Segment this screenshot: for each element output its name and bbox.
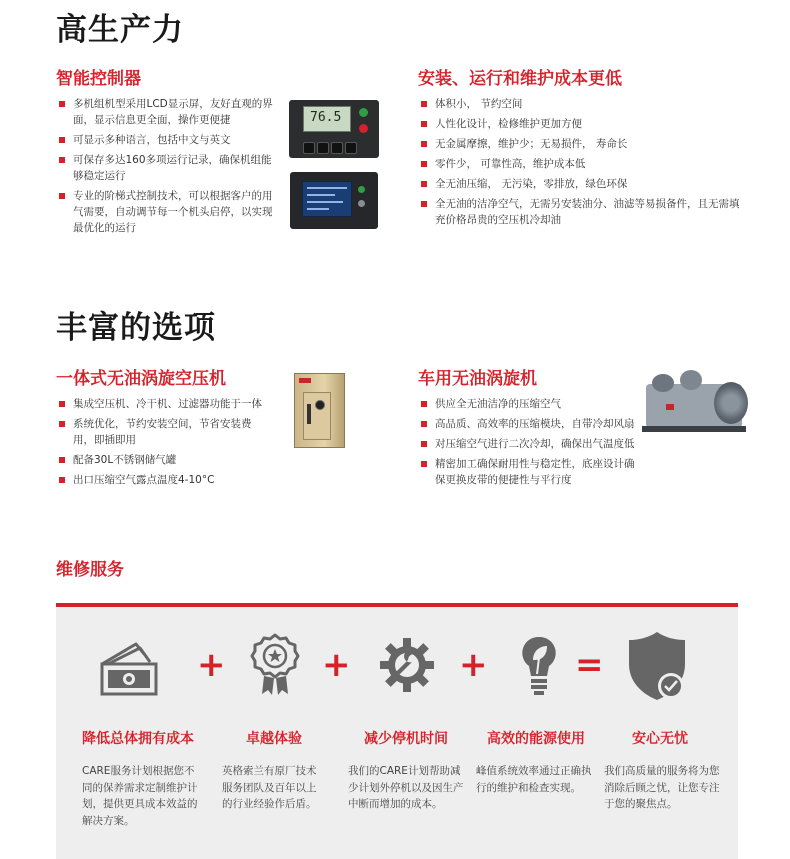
list-item: 对压缩空气进行二次冷却，确保出气温度低 bbox=[419, 436, 644, 452]
list-item: 可显示多种语言，包括中文与英文 bbox=[57, 132, 275, 148]
green-button-icon bbox=[359, 108, 368, 117]
keypad-key-icon bbox=[317, 142, 329, 154]
red-button-icon bbox=[359, 124, 368, 133]
cost-feature-list bbox=[419, 96, 749, 232]
service-desc-peace-of-mind: 我们高质量的服务将为您消除后顾之忧，让您专注于您的聚焦点。 bbox=[604, 765, 720, 810]
controller-feature-list bbox=[57, 96, 275, 240]
plus-sign: + bbox=[197, 645, 226, 685]
service-desc-energy: 峰值系统效率通过正确执行的维护和检查实现。 bbox=[476, 765, 592, 794]
money-icon bbox=[96, 636, 160, 698]
grey-button-icon bbox=[358, 200, 365, 207]
service-desc-experience: 英格索兰有原厂技术服务团队及百年以上的行业经验作后盾。 bbox=[222, 765, 317, 810]
options-heading: 丰富的选项 bbox=[56, 310, 216, 346]
list-item: 可保存多达160多项运行记录，确保机组能够稳定运行 bbox=[57, 152, 275, 184]
plus-sign: + bbox=[322, 645, 351, 685]
keypad-key-icon bbox=[345, 142, 357, 154]
list-item: 供应全无油洁净的压缩空气 bbox=[419, 396, 644, 412]
list-item: 高品质、高效率的压缩模块，自带冷却风扇 bbox=[419, 416, 644, 432]
lcd-screen bbox=[303, 106, 351, 132]
green-button-icon bbox=[358, 186, 365, 193]
touch-screen bbox=[302, 181, 352, 217]
list-item: 无金属摩擦，维护少；无易损件， 寿命长 bbox=[419, 136, 749, 152]
service-desc-cost: CARE服务计划根据您不同的保养需求定制维护计划，提供更具成本效益的解决方案。 bbox=[82, 765, 198, 827]
cost-heading: 安装、运行和维护成本更低 bbox=[418, 69, 622, 89]
list-item: 零件少， 可靠性高，维护成本低 bbox=[419, 156, 749, 172]
keypad-key-icon bbox=[331, 142, 343, 154]
list-item: 出口压缩空气露点温度4-10°C bbox=[57, 472, 272, 488]
integrated-feature-list bbox=[57, 396, 272, 492]
award-badge-icon bbox=[250, 632, 300, 698]
service-title-experience: 卓越体验 bbox=[246, 731, 302, 747]
shield-check-icon bbox=[626, 630, 688, 702]
list-item: 人性化设计，检修维护更加方便 bbox=[419, 116, 749, 132]
list-item: 多机组机型采用LCD显示屏，友好直观的界面，显示信息更全面，操作更便捷 bbox=[57, 96, 275, 128]
controller-heading: 智能控制器 bbox=[56, 69, 141, 89]
list-item: 全无油压缩， 无污染，零排放，绿色环保 bbox=[419, 176, 749, 192]
service-title-peace-of-mind: 安心无忧 bbox=[632, 731, 688, 747]
service-heading: 维修服务 bbox=[56, 560, 124, 580]
service-title-energy: 高效的能源使用 bbox=[487, 731, 585, 747]
gear-wrench-icon bbox=[378, 636, 436, 694]
touchscreen-controller-image bbox=[290, 172, 378, 229]
productivity-heading: 高生产力 bbox=[56, 12, 184, 48]
list-item: 系统优化，节约安装空间，节省安装费用，即插即用 bbox=[57, 416, 272, 448]
lcd-controller-image bbox=[289, 100, 379, 158]
lcd-reading: 76.5 bbox=[310, 110, 342, 125]
list-item: 专业的阶梯式控制技术，可以根据客户的用气需要，自动调节每一个机头启停，以实现最优化的运行 bbox=[57, 188, 275, 236]
integrated-compressor-heading: 一体式无油涡旋空压机 bbox=[56, 369, 226, 389]
service-title-cost: 降低总体拥有成本 bbox=[82, 731, 194, 747]
list-item: 集成空压机、冷干机、过滤器功能于一体 bbox=[57, 396, 272, 412]
list-item: 全无油的洁净空气，无需另安装油分、油滤等易损备件，且无需填充价格昂贵的空压机冷却油 bbox=[419, 196, 749, 228]
service-title-downtime: 减少停机时间 bbox=[364, 731, 448, 747]
keypad-key-icon bbox=[303, 142, 315, 154]
list-item: 配备30L不锈钢储气罐 bbox=[57, 452, 272, 468]
vehicle-compressor-image bbox=[638, 364, 748, 442]
vehicle-feature-list bbox=[419, 396, 644, 492]
equals-sign: = bbox=[575, 645, 604, 685]
list-item: 精密加工确保耐用性与稳定性，底座设计确保更换皮带的便捷性与平行度 bbox=[419, 456, 644, 488]
lightbulb-leaf-icon bbox=[519, 634, 559, 698]
vehicle-compressor-heading: 车用无油涡旋机 bbox=[418, 369, 537, 389]
plus-sign: + bbox=[459, 645, 488, 685]
list-item: 体积小， 节约空间 bbox=[419, 96, 749, 112]
service-desc-downtime: 我们的CARE计划帮助减少计划外停机以及因生产中断而增加的成本。 bbox=[348, 765, 464, 810]
integrated-compressor-image bbox=[294, 373, 345, 448]
